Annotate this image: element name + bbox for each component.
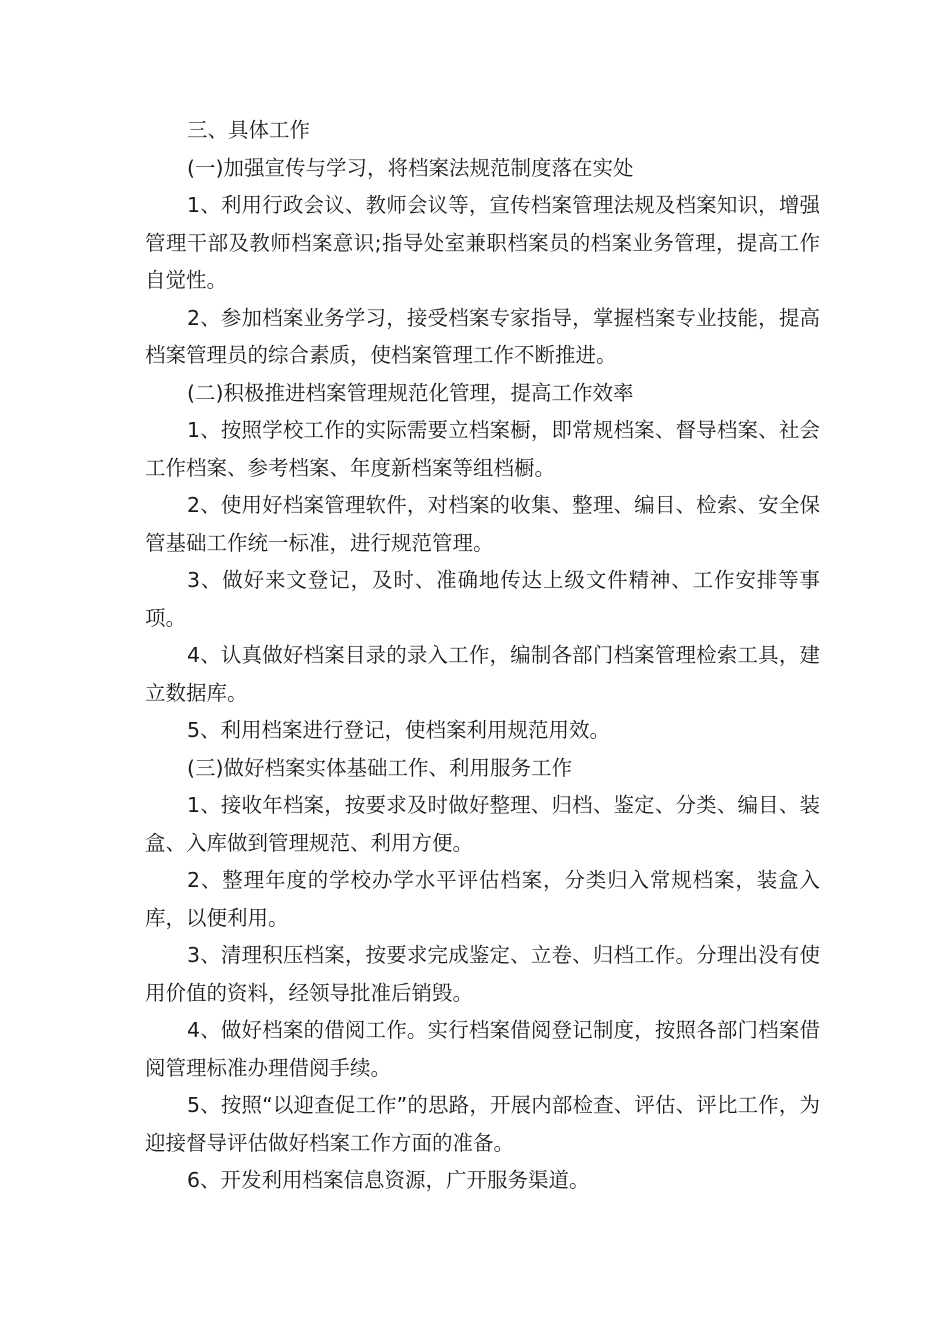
paragraph-2-5: 5、利用档案进行登记，使档案利用规范用效。 (187, 718, 611, 742)
paragraph-2-2: 2、使用好档案管理软件，对档案的收集、整理、编目、检索、安全保管基础工作统一标准，进行规范管理。 (145, 493, 820, 555)
paragraph-2-3: 3、做好来文登记，及时、准确地传达上级文件精神、工作安排等事项。 (145, 568, 820, 630)
paragraph-1-2: 2、参加档案业务学习，接受档案专家指导，掌握档案专业技能，提高档案管理员的综合素质，使档案管理工作不断推进。 (145, 305, 820, 367)
paragraph-3-1: 1、接收年档案，按要求及时做好整理、归档、鉴定、分类、编目、装盒、入库做到管理规范、利用方便。 (145, 793, 820, 855)
paragraph-1-1: 1、利用行政会议、教师会议等，宣传档案管理法规及档案知识，增强管理干部及教师档案意识;指导处室兼职档案员的档案业务管理，提高工作自觉性。 (145, 193, 820, 292)
subsection-heading-2: (二)积极推进档案管理规范化管理，提高工作效率 (187, 380, 634, 405)
subsection-heading-3: (三)做好档案实体基础工作、利用服务工作 (187, 755, 572, 780)
paragraph-2-4: 4、认真做好档案目录的录入工作，编制各部门档案管理检索工具，建立数据库。 (145, 643, 820, 705)
paragraph-2-1: 1、按照学校工作的实际需要立档案橱，即常规档案、督导档案、社会工作档案、参考档案、年度新档案等组档橱。 (145, 418, 820, 480)
paragraph-3-6: 6、开发利用档案信息资源，广开服务渠道。 (187, 1168, 590, 1192)
paragraph-3-3: 3、清理积压档案，按要求完成鉴定、立卷、归档工作。分理出没有使用价值的资料，经领导批准后销毁。 (145, 943, 820, 1005)
subsection-heading-1: (一)加强宣传与学习，将档案法规范制度落在实处 (187, 155, 634, 180)
section-heading: 三、具体工作 (187, 118, 310, 142)
paragraph-3-2: 2、整理年度的学校办学水平评估档案，分类归入常规档案，装盒入库，以便利用。 (145, 868, 820, 930)
paragraph-3-4: 4、做好档案的借阅工作。实行档案借阅登记制度，按照各部门档案借阅管理标准办理借阅手续。 (145, 1018, 820, 1080)
paragraph-3-5: 5、按照“以迎查促工作”的思路，开展内部检查、评估、评比工作，为迎接督导评估做好档案工作方面的准备。 (145, 1093, 820, 1155)
document-body (145, 112, 820, 1200)
